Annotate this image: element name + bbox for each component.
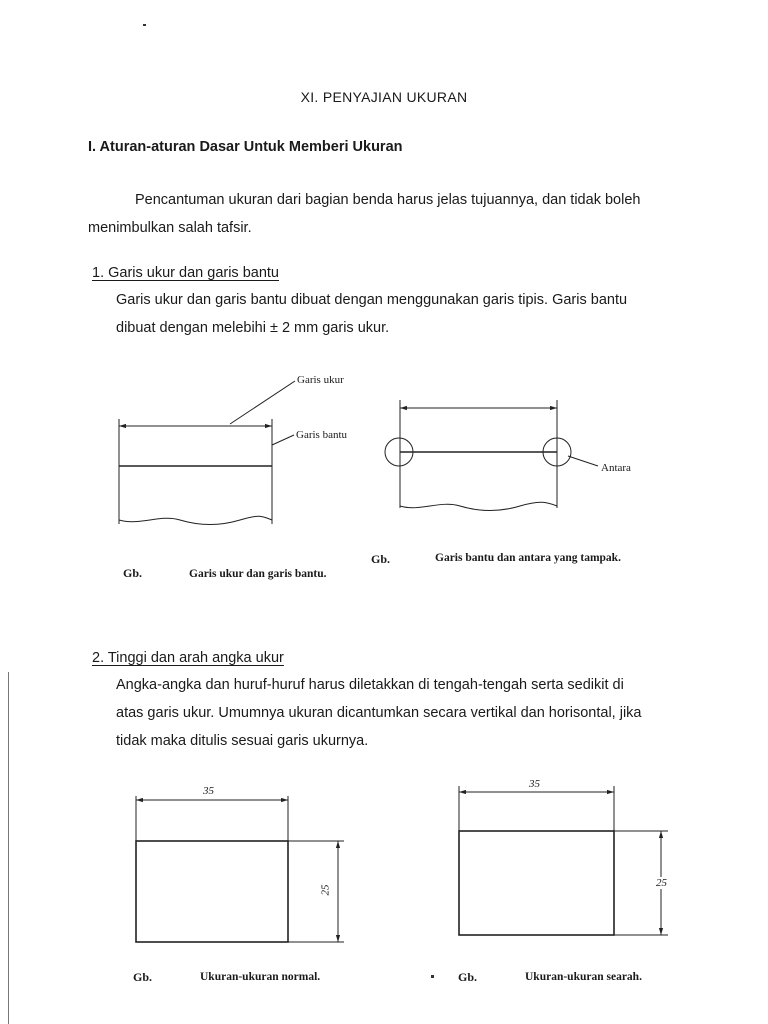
page-title: XI. PENYAJIAN UKURAN [300, 89, 468, 105]
subsection-2-line-2: atas garis ukur. Umumnya ukuran dicantumkan secara vertikal dan horisontal, jika [116, 705, 642, 721]
subsection-1-line-1: Garis ukur dan garis bantu dibuat dengan menggunakan garis tipis. Garis bantu [116, 292, 628, 308]
intro-line-1: Pencantuman ukuran dari bagian benda harus jelas tujuannya, dan tidak boleh [135, 192, 641, 208]
figure-b-caption: Garis bantu dan antara yang tampak. [435, 552, 621, 564]
subsection-2-line-1: Angka-angka dan huruf-huruf harus diletakkan di tengah-tengah serta sedikit di [116, 677, 624, 693]
figure-c-number: Gb. [133, 970, 153, 984]
subsection-2-line-3: tidak maka ditulis sesuai garis ukurnya. [116, 733, 369, 749]
scan-margin-line [8, 672, 9, 1024]
figure-d-caption: Ukuran-ukuran searah. [525, 971, 642, 983]
leader-antara [568, 456, 598, 466]
break-line [400, 502, 557, 510]
section-heading: I. Aturan-aturan Dasar Untuk Memberi Ukuran [88, 139, 403, 155]
figure-a-caption: Garis ukur dan garis bantu. [189, 568, 327, 580]
figure-c-caption: Ukuran-ukuran normal. [200, 971, 321, 983]
figure-ukuran-normal [136, 796, 344, 942]
scan-speck [431, 975, 434, 978]
intro-line-2: menimbulkan salah tafsir. [88, 220, 252, 236]
leader-garis-bantu [272, 435, 294, 445]
label-garis-bantu: Garis bantu [296, 429, 348, 441]
subsection-2-title: 2. Tinggi dan arah angka ukur [92, 650, 284, 666]
figure-ukuran-searah [459, 786, 668, 935]
subsection-1-title: 1. Garis ukur dan garis bantu [92, 265, 279, 281]
dimension-text-width-searah: 35 [529, 778, 540, 790]
subsection-1-line-2: dibuat dengan melebihi ± 2 mm garis ukur. [116, 320, 390, 336]
scan-speck [143, 24, 146, 26]
label-garis-ukur: Garis ukur [297, 374, 344, 386]
dimension-text-height-searah: 25 [656, 877, 667, 889]
object-rectangle [459, 831, 614, 935]
figure-b-number: Gb. [371, 552, 391, 566]
object-rectangle [136, 841, 288, 942]
dimension-text-width-normal: 35 [203, 785, 214, 797]
label-antara: Antara [601, 462, 631, 474]
figure-garis-antara [385, 400, 598, 511]
figure-a-number: Gb. [123, 566, 143, 580]
figure-d-number: Gb. [458, 970, 478, 984]
dimension-text-height-normal: 25 [319, 884, 332, 896]
figure-garis-ukur-bantu [119, 381, 295, 525]
break-line [119, 516, 272, 524]
leader-garis-ukur [230, 381, 295, 424]
